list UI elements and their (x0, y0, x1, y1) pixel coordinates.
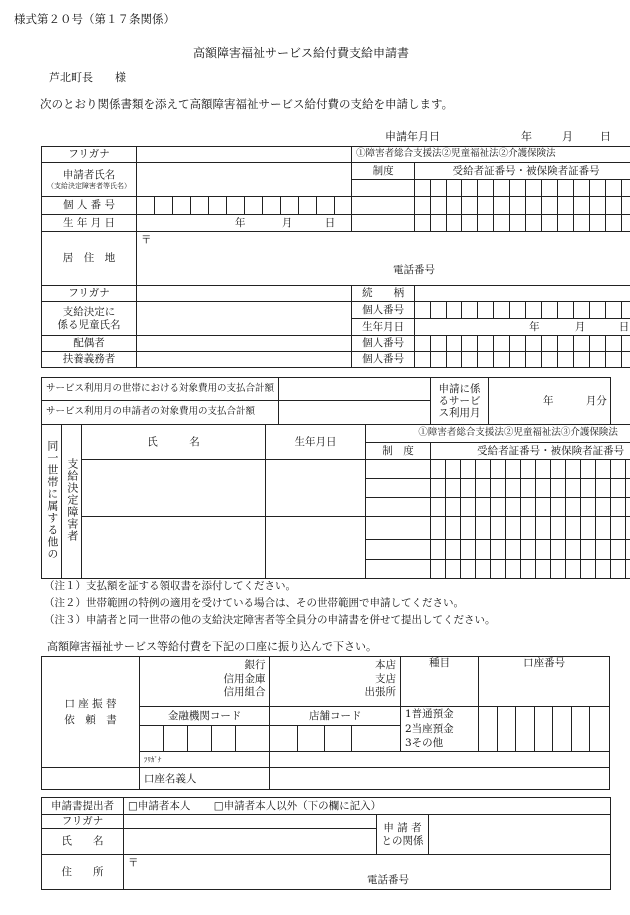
bank-intro: 高額障害福祉サービス等給付費を下記の口座に振り込んで下さい。 (47, 640, 377, 653)
bank-table (41, 656, 610, 790)
dob-input[interactable] (137, 215, 352, 232)
branch-type-2: 支店 (374, 672, 396, 685)
seido-cell[interactable] (352, 215, 415, 232)
name-header: 氏 名 (82, 425, 266, 460)
submitter-other-checkbox[interactable]: □申請者本人以外（下の欄に記入） (213, 799, 382, 812)
submitter-furigana-input[interactable] (124, 815, 377, 829)
member-seido[interactable] (366, 479, 431, 498)
member-dob-input[interactable] (266, 460, 366, 517)
applicant-name-label (42, 163, 137, 197)
member-seido[interactable] (366, 560, 431, 579)
branch-code-digit[interactable] (270, 726, 297, 752)
service-month-line3: ス利用月 (438, 407, 481, 420)
address-input[interactable] (137, 232, 630, 286)
dob-year: 年 (235, 216, 246, 229)
service-year: 年 (543, 394, 554, 407)
law-header2: ①障害者総合支援法②児童福祉法③介護保険法 (366, 425, 630, 443)
member-dob-input[interactable] (266, 517, 366, 579)
submitter-self-checkbox[interactable]: □申請者本人 (128, 799, 191, 812)
seido-label: 制度 (352, 163, 415, 180)
account-digit[interactable] (479, 707, 497, 752)
main-table (41, 146, 630, 368)
date-day: 日 (600, 130, 611, 143)
service-month-line2: るサービ (438, 394, 481, 407)
note-2: （注２）世帯範囲の特例の適用を受けている場合は、その世帯範囲で申請してください。 (44, 597, 464, 609)
applicant-total-label: サービス利用月の申請者の対象費用の支払合計額 (42, 401, 279, 425)
submitter-relation-line1: 申 請 者 (383, 822, 422, 835)
address-label: 居 住 地 (42, 232, 137, 286)
type-label-text: 種目 (429, 657, 451, 669)
supporter-input[interactable] (137, 352, 352, 368)
seido-cell[interactable] (352, 197, 415, 215)
note-1: （注１）支払額を証する領収書を添付してください。 (44, 580, 296, 592)
household-total-input[interactable] (279, 378, 431, 401)
submitter-address-label: 住 所 (42, 855, 124, 890)
service-month-input[interactable] (489, 378, 611, 425)
form-number: 様式第２０号（第１７条関係） (14, 12, 175, 26)
type-label (400, 657, 478, 707)
branch-type-3: 出張所 (364, 686, 396, 699)
date-label: 申請年月日 (385, 130, 440, 143)
submitter-label: 申請書提出者 (42, 798, 124, 815)
relation-label: 続 柄 (352, 286, 415, 302)
applicant-name-input[interactable] (137, 163, 352, 197)
child-dob-month: 月 (574, 320, 586, 333)
bank-type-1: 銀行 (244, 659, 266, 671)
child-name-input[interactable] (137, 302, 352, 336)
personal-no-label: 個 人 番 号 (42, 197, 137, 215)
member-name-input[interactable] (82, 460, 266, 517)
child-personal-no-label: 個人番号 (352, 302, 415, 319)
household-side-label2 (62, 425, 82, 579)
spouse-personal-no-label: 個人番号 (352, 336, 415, 352)
type-option-3: 3その他 (404, 737, 444, 750)
child-name-line1: 支給決定に (62, 306, 116, 319)
member-seido[interactable] (366, 498, 431, 517)
branch-type-1: 本店 (374, 659, 396, 671)
phone-label: 電話番号 (393, 264, 436, 276)
holder-label: 口座名義人 (139, 768, 270, 790)
child-furigana-label: フリガナ (42, 286, 137, 302)
household-side-text: 同一世帯に属する他の (45, 439, 59, 560)
dob-month: 月 (281, 216, 293, 229)
intro-text: 次のとおり関係書類を添えて高額障害福祉サービス給付費の支給を申請します。 (40, 97, 454, 111)
relation-input[interactable] (415, 286, 630, 302)
submitter-name-label: 氏 名 (42, 829, 124, 855)
child-dob-year: 年 (529, 320, 540, 333)
bank-side-line1: 口 座 振 替 (64, 697, 117, 710)
submitter-furigana-label: フリガナ (42, 815, 124, 829)
holder-kana-input[interactable] (270, 752, 610, 768)
date-month: 月 (562, 130, 573, 143)
postal-mark: 〒 (141, 234, 152, 246)
child-dob-input[interactable] (415, 319, 630, 336)
supporter-personal-no-label: 個人番号 (352, 352, 415, 368)
household-total-label: サービス利用月の世帯における対象費用の支払合計額 (42, 378, 279, 401)
submitter-phone-label: 電話番号 (367, 874, 409, 886)
member-seido[interactable] (366, 460, 431, 479)
seido-label2: 制 度 (366, 443, 431, 460)
dob-header: 生年月日 (266, 425, 366, 460)
submitter-relation-input[interactable] (429, 815, 611, 855)
child-dob-day: 日 (618, 320, 630, 333)
child-name-line2: 係る児童氏名 (57, 318, 121, 331)
account-no-label (479, 657, 610, 707)
applicant-total-input[interactable] (279, 401, 431, 425)
bank-type-3: 信用組合 (223, 686, 266, 699)
submitter-options[interactable] (124, 798, 611, 815)
account-no-label-text: 口座番号 (523, 657, 566, 669)
submitter-relation-line2: との関係 (381, 834, 424, 847)
furigana-input[interactable] (137, 147, 352, 163)
branch-name-cell[interactable] (270, 657, 401, 707)
type-options[interactable] (400, 707, 478, 752)
spouse-input[interactable] (137, 336, 352, 352)
member-seido[interactable] (366, 517, 431, 540)
bank-code-digit[interactable] (139, 726, 163, 752)
bank-side-label (42, 657, 140, 768)
service-month: 月分 (585, 394, 607, 407)
holder-kana-label: ﾌﾘｶﾞﾅ (139, 752, 270, 768)
note-3: （注３）申請者と同一世帯の他の支給決定障害者等全員分の申請書を併せて提出してください。 (44, 614, 496, 626)
dob-label: 生 年 月 日 (42, 215, 137, 232)
totals-table (41, 377, 611, 425)
date-year: 年 (521, 130, 532, 143)
addressee: 芦北町長 様 (49, 71, 126, 84)
applicant-name-sub: （支給決定障害者等氏名） (47, 181, 131, 190)
child-name-label (42, 302, 137, 336)
page-title: 高額障害福祉サービス給付費支給申請書 (193, 46, 410, 60)
submitter-relation-label (377, 815, 429, 855)
child-furigana-input[interactable] (137, 286, 352, 302)
personal-no-digit[interactable] (137, 197, 155, 215)
submitter-postal-mark: 〒 (128, 857, 139, 869)
bank-side-line2: 依 頼 書 (64, 714, 117, 727)
furigana-label: フリガナ (42, 147, 137, 163)
holder-input[interactable] (270, 768, 610, 790)
applicant-name-text: 申請者氏名 (62, 169, 116, 182)
submitter-name-input[interactable] (124, 829, 377, 855)
service-month-line1: 申請に係 (438, 382, 481, 395)
law-header: ①障害者総合支援法②児童福祉法②介護保険法 (352, 147, 630, 163)
submitter-address-input[interactable] (124, 855, 611, 890)
service-month-label (431, 378, 489, 425)
bank-name-cell[interactable] (139, 657, 270, 707)
branch-code-label: 店舗コード (270, 707, 401, 726)
seido-cell[interactable] (352, 180, 415, 197)
member-seido[interactable] (366, 540, 431, 560)
type-option-2: 2当座預金 (404, 722, 454, 735)
supporter-label: 扶養義務者 (42, 352, 137, 368)
dob-day: 日 (324, 216, 336, 229)
cert-no-label2: 受給者証番号・被保険者証番号 (431, 443, 630, 460)
spouse-label: 配偶者 (42, 336, 137, 352)
member-name-input[interactable] (82, 517, 266, 579)
household-side-label (42, 425, 62, 579)
household-side-text2: 支給決定障害者 (65, 457, 79, 542)
bank-code-label: 金融機関コード (139, 707, 270, 726)
submitter-table (41, 797, 611, 890)
child-dob-label: 生年月日 (352, 319, 415, 336)
cert-no-label: 受給者証番号・被保険者証番号 (415, 163, 630, 180)
type-option-1: 1普通預金 (404, 708, 454, 720)
household-table (41, 424, 630, 579)
bank-type-2: 信用金庫 (223, 672, 266, 685)
